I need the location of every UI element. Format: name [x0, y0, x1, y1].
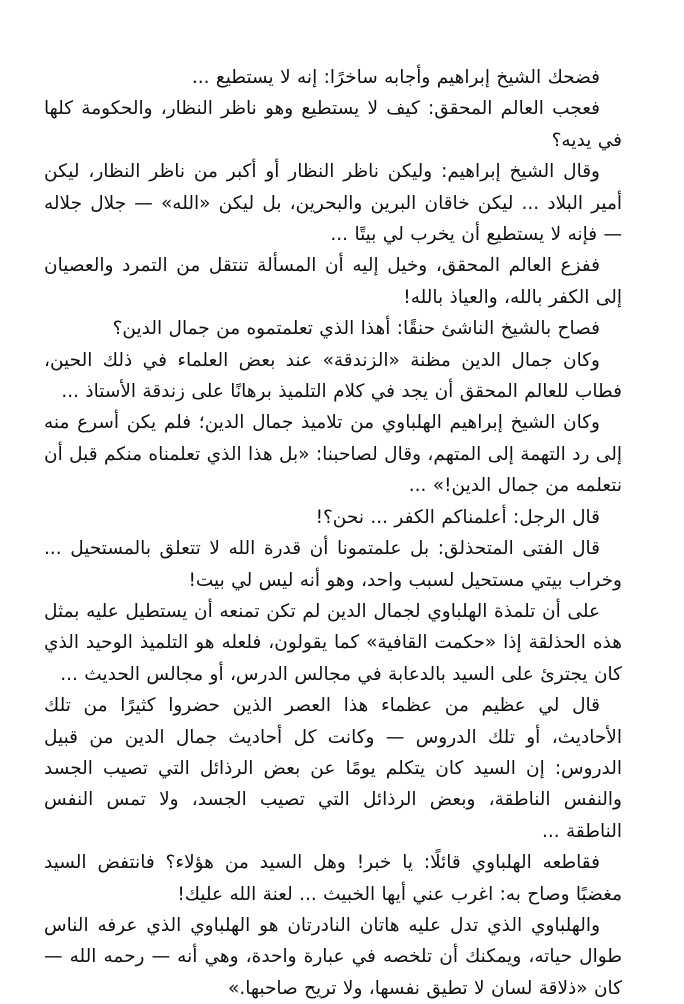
paragraph-8: قال الرجل: أعلمناكم الكفر ... نحن؟! [315, 506, 600, 528]
paragraph-11: قال لي عظيم من عظماء هذا العصر الذين حضروا كثيرًا من تلك الأحاديث، أو تلك الدروس — وكانت كل أحاديث جمال الدين من قبيل الدروس: إن السيد كان يتكلم يومًا عن بعض الرذائل التي تصيب الجسد والنفس الناطقة، وبعض الرذائل التي تصيب الجسد، ولا تمس النفس الناطقة ... [44, 695, 622, 842]
paragraph-10: على أن تلمذة الهلباوي لجمال الدين لم تكن تمنعه أن يستطيل عليه بمثل هذه الحذلقة إذا «حكمت القافية» كما يقولون، فلعله هو التلميذ الوحيد الذي كان يجترئ على السيد بالدعابة في مجالس الدرس، أو مجالس الحديث ... [44, 600, 622, 685]
paragraph-4: ففزع العالم المحقق، وخيل إليه أن المسألة تنتقل من التمرد والعصيان إلى الكفر بالله، والعياذ بالله! [44, 255, 622, 308]
paragraph-13: والهلباوي الذي تدل عليه هاتان النادرتان هو الهلباوي الذي عرفه الناس طوال حياته، ويمكنك أن تلخصه في عبارة واحدة، وهي أنه — رحمه الله — كان «ذلاقة لسان لا تطيق نفسها، ولا تريح صاحبها.» [44, 914, 622, 999]
paragraph-6: وكان جمال الدين مظنة «الزندقة» عند بعض العلماء في ذلك الحين، فطاب للعالم المحقق أن يجد في كلام التلميذ برهانًا على زندقة الأستاذ ... [44, 349, 622, 403]
paragraph-2: فعجب العالم المحقق: كيف لا يستطيع وهو ناظر النظار، والحكومة كلها في يديه؟ [44, 98, 622, 151]
paragraph-12: فقاطعه الهلباوي قائلًا: يا خبر! وهل السيد من هؤلاء؟ فانتفض السيد مغضبًا وصاح به: اغرب عني أيها الخبيث ... لعنة الله عليك! [44, 852, 622, 905]
paragraph-5: فصاح بالشيخ الناشئ حنقًا: أهذا الذي تعلمتموه من جمال الدين؟ [112, 318, 600, 340]
paragraph-1: فضحك الشيخ إبراهيم وأجابه ساخرًا: إنه لا يستطيع ... [191, 67, 600, 88]
paragraph-7: وكان الشيخ إبراهيم الهلباوي من تلاميذ جمال الدين؛ فلم يكن أسرع منه إلى رد التهمة إلى المتهم، وقال لصاحبنا: «بل هذا الذي تعلمناه منكم قبل أن نتعلمه من جمال الدين!» ... [44, 412, 622, 497]
paragraph-9: قال الفتى المتحذلق: بل علمتمونا أن قدرة الله لا تتعلق بالمستحيل ... وخراب بيتي مستحيل لسبب واحد، وهو أنه ليس لي بيت! [44, 538, 622, 591]
paragraph-3: وقال الشيخ إبراهيم: وليكن ناظر النظار أو أكبر من ناظر النظار، ليكن أمير البلاد ... ليكن خاقان البرين والبحرين، بل ليكن «الله» — جلال جلاله — فإنه لا يستطيع أن يخرب لي بيتًا ... [44, 161, 622, 246]
